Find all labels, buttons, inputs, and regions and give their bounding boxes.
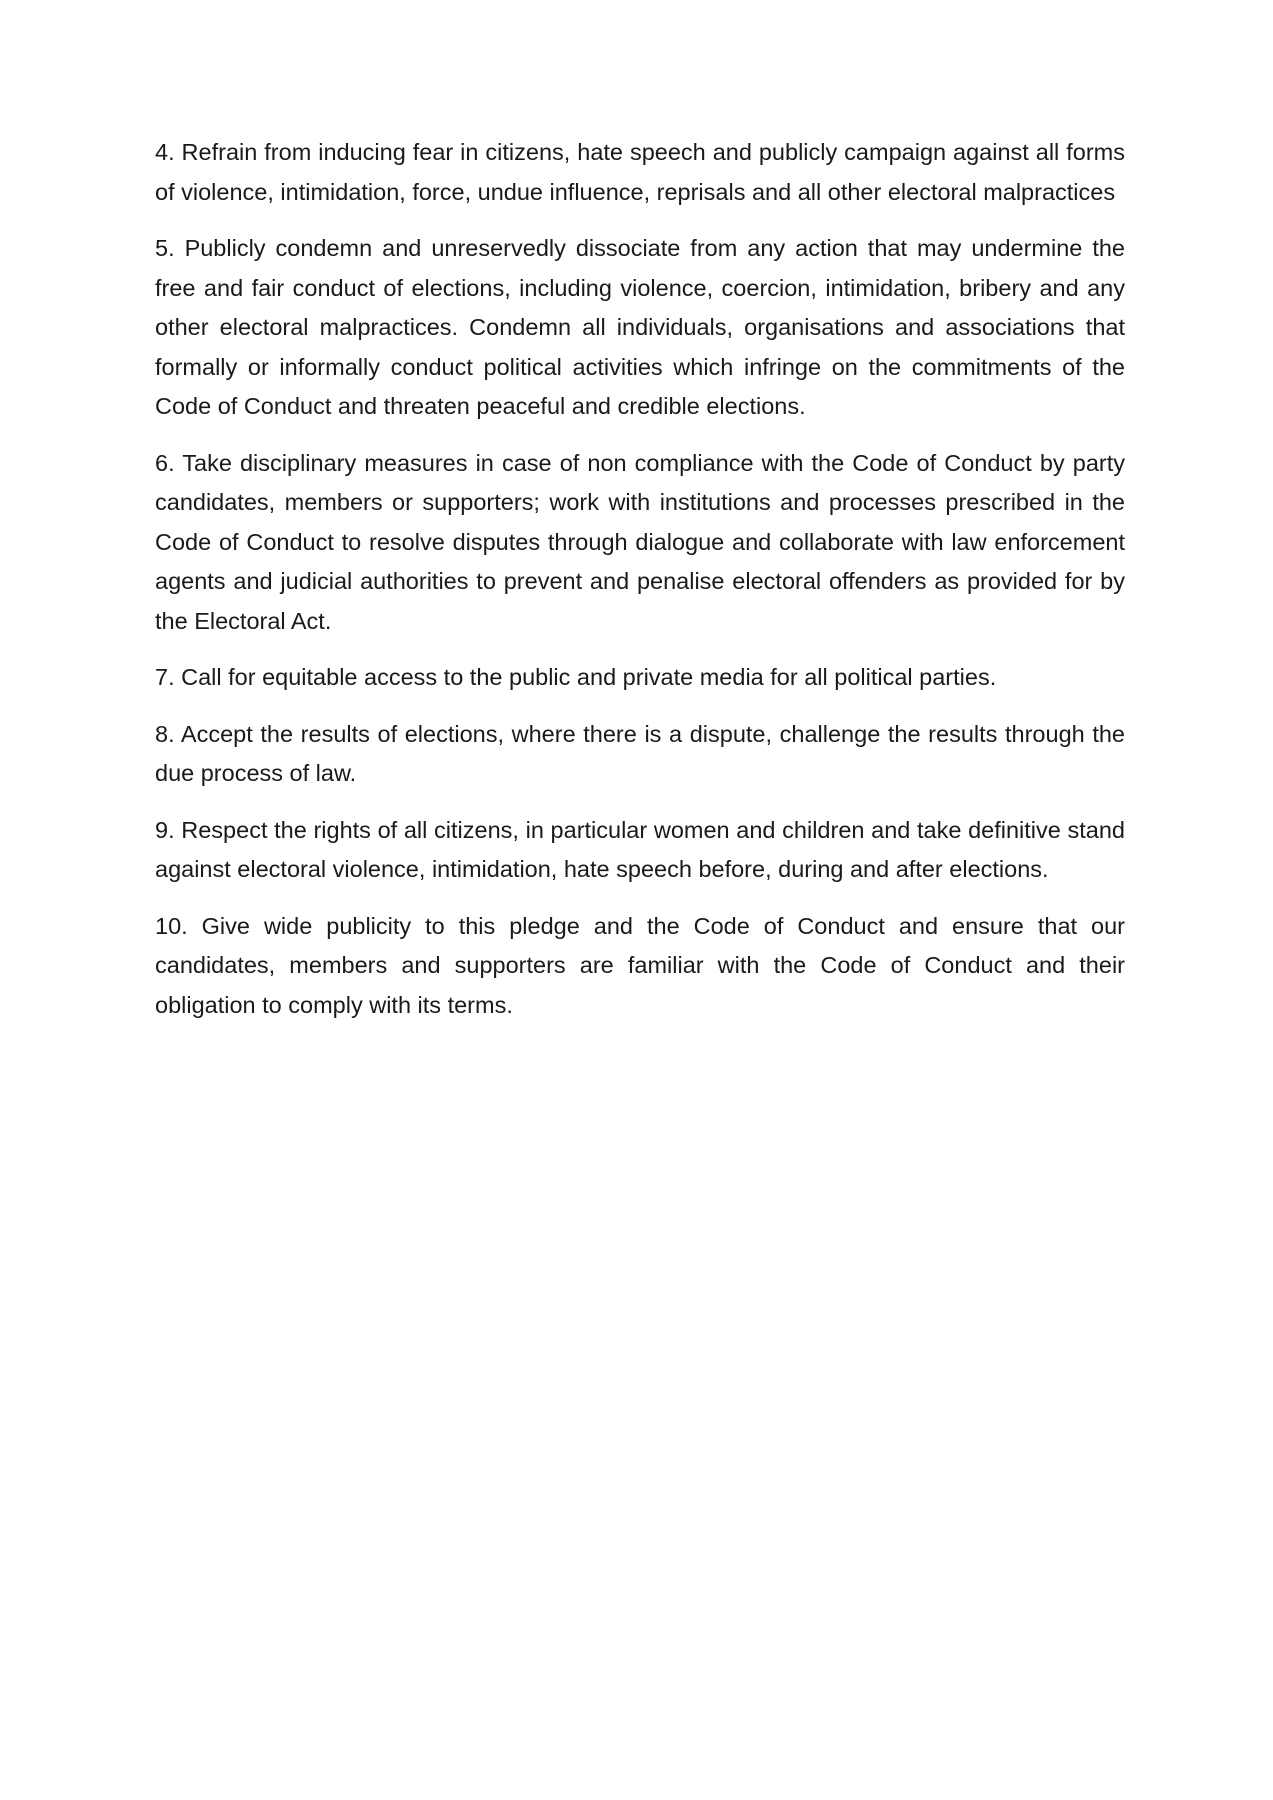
- pledge-item-7: 7. Call for equitable access to the public and private media for all political parties.: [155, 664, 997, 690]
- pledge-item-9: 9. Respect the rights of all citizens, in particular women and children and take definitive stand against electoral violence, intimidation, hate speech before, during and after elections.: [155, 816, 1125, 882]
- pledge-item-5: 5. Publicly condemn and unreservedly dissociate from any action that may undermine the free and fair conduct of elections, including violence, coercion, intimidation, bribery and any other electoral malpractices. Condemn all individuals, organisations and associations that formally or informally conduct political activities which infringe on the commitments of the Code of Conduct and threaten peaceful and credible elections.: [155, 235, 1125, 419]
- document-page: [155, 133, 1125, 1042]
- pledge-item-6: 6. Take disciplinary measures in case of non compliance with the Code of Conduct by party candidates, members or supporters; work with institutions and processes prescribed in the Code of Conduct to resolve disputes through dialogue and collaborate with law enforcement agents and judicial authorities to prevent and penalise electoral offenders as provided for by the Electoral Act.: [155, 449, 1125, 634]
- pledge-item-4: 4. Refrain from inducing fear in citizens, hate speech and publicly campaign against all forms of violence, intimidation, force, undue influence, reprisals and all other electoral malpractices: [155, 139, 1125, 205]
- pledge-item-8: 8. Accept the results of elections, where there is a dispute, challenge the results through the due process of law.: [155, 720, 1125, 786]
- pledge-item-10: 10. Give wide publicity to this pledge and the Code of Conduct and ensure that our candidates, members and supporters are familiar with the Code of Conduct and their obligation to comply with its terms.: [155, 912, 1125, 1018]
